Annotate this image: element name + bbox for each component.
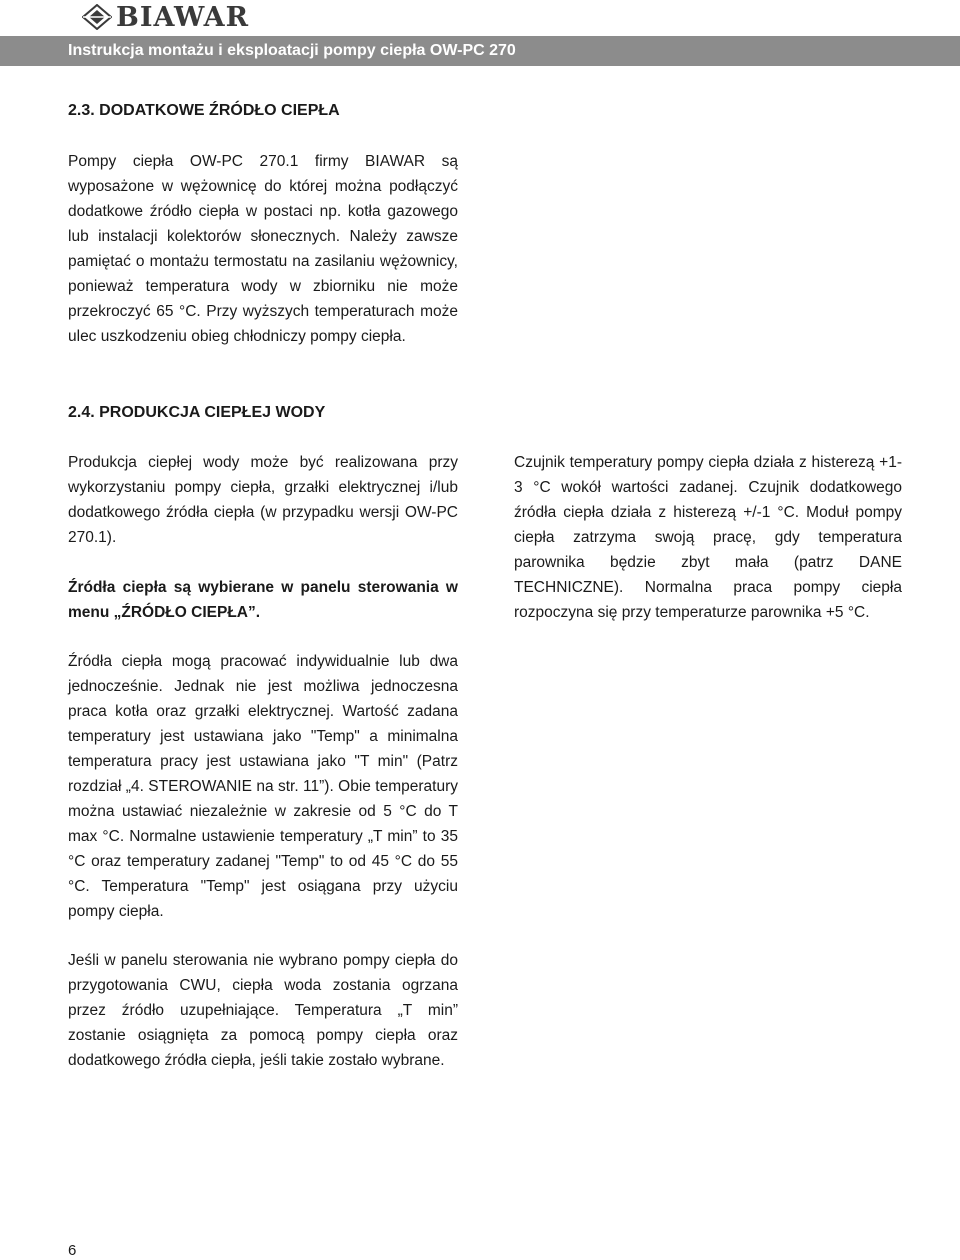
section-2-3-text: Pompy ciepła OW-PC 270.1 firmy BIAWAR są wyposażone w wężownicę do której można podłączyć dodatkowe źródło ciepła w postaci np. kotła gazowego lub instalacji kolektorów słonecznych. Należy zawsze pamiętać o montażu termostatu na zasilaniu wężownicy, ponieważ temperatura wody w zbiorniku nie może przekroczyć 65 °C. Przy wyższych temperaturach może ulec uszkodzeniu obieg chłodniczy pompy ciepła.	[68, 153, 458, 345]
section-2-4-heading: 2.4. PRODUKCJA CIEPŁEJ WODY	[68, 404, 326, 421]
section-2-4-para1: Produkcja ciepłej wody może być realizowana przy wykorzystaniu pompy ciepła, grzałki elektrycznej i/lub dodatkowego źródła ciepła (w przypadku wersji OW-PC 270.1).	[68, 454, 458, 546]
brand-logo	[82, 2, 249, 32]
section-2-4-source-note: Źródła ciepła są wybierane w panelu sterowania w menu „ŹRÓDŁO CIEPŁA”.	[68, 579, 458, 621]
section-2-4-para3: Źródła ciepła mogą pracować indywidualnie lub dwa jednocześnie. Jednak nie jest możliwa jednoczesna praca kotła oraz grzałki elektrycznej. Wartość zadana temperatury jest ustawiana jako "Temp" a minimalna temperatura pracy jest ustawiana jako "T min" (Patrz rozdział „4. STEROWANIE na str. 11”). Obie temperatury można ustawiać niezależnie w zakresie od 5 °C do T max °C. Normalne ustawienie temperatury „T min” to 35 °C oraz temperatury zadanej "Temp" to od 45 °C do 55 °C. Temperatura "Temp" jest osiągana przy użyciu pompy ciepła.	[68, 653, 458, 920]
biawar-diamond-icon	[82, 4, 112, 30]
brand-name: BIAWAR	[116, 1, 250, 33]
document-title: Instrukcja montażu i eksploatacji pompy ciepła OW-PC 270	[68, 42, 516, 59]
section-2-4-para4: Jeśli w panelu sterowania nie wybrano pompy ciepła do przygotowania CWU, ciepła woda zostania ogrzana przez źródło uzupełniające. Temperatura „T min” zostanie osiągnięta za pomocą pompy ciepła oraz dodatkowego źródła ciepła, jeśli takie zostało wybrane.	[68, 952, 458, 1069]
page-number: 6	[68, 1242, 77, 1259]
section-2-4-right-column: Czujnik temperatury pompy ciepła działa z histerezą +1-3 °C wokół wartości zadanej. Czujnik dodatkowego źródła ciepła działa z histerezą +/-1 °C. Moduł pompy ciepła zatrzyma swoją pracę, gdy temperatura parownika będzie zbyt mała (patrz DANE TECHNICZNE). Normalna praca pompy ciepła rozpoczyna się przy temperaturze parownika +5 °C.	[514, 454, 902, 621]
header-bar	[0, 36, 960, 66]
section-2-3-heading: 2.3. DODATKOWE ŹRÓDŁO CIEPŁA	[68, 102, 340, 119]
